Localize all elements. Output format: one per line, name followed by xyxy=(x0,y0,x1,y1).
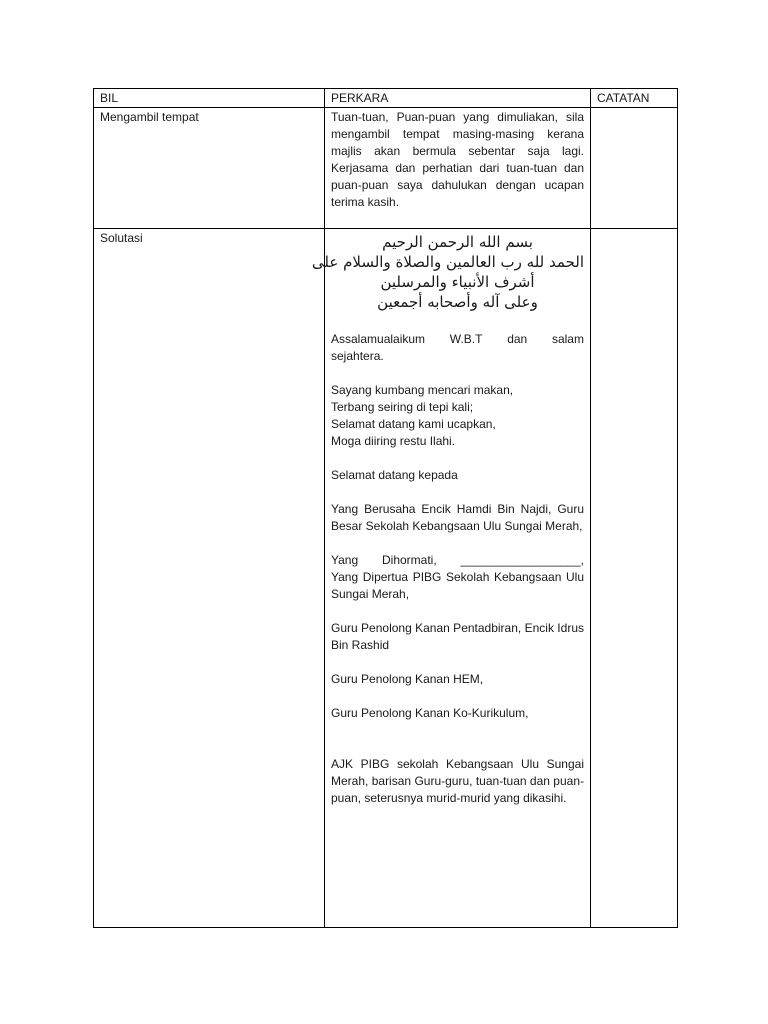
greeting-end: sejahtera. xyxy=(331,349,384,363)
header-catatan: CATATAN xyxy=(591,89,678,108)
arabic-line: أشرف الأنبياء والمرسلين xyxy=(380,273,535,291)
arabic-line: بسم الله الرحمن الرحيم xyxy=(382,233,533,251)
arabic-line: الحمد لله رب العالمين والصلاة والسلام على xyxy=(311,253,584,271)
guest-pibg-line xyxy=(331,552,584,569)
row2-perkara xyxy=(311,229,591,928)
greeting xyxy=(331,331,584,365)
arabic-line: وعلى آله وأصحابه أجمعين xyxy=(377,293,538,311)
row2-bil: Solutasi xyxy=(94,229,325,928)
greeting-word: salam xyxy=(551,332,584,346)
row2-catatan xyxy=(591,229,678,928)
row1-catatan xyxy=(591,108,678,229)
greeting-word: Assalamualaikum xyxy=(331,332,426,346)
arabic-opening xyxy=(311,232,584,312)
guest-headmaster: Yang Berusaha Encik Hamdi Bin Najdi, Guru Besar Sekolah Kebangsaan Ulu Sungai Merah, xyxy=(331,502,584,533)
table-row xyxy=(94,108,678,229)
row1-bil: Mengambil tempat xyxy=(94,108,325,229)
guest-word: Dihormati, xyxy=(381,553,437,567)
agenda-table xyxy=(93,88,678,928)
row1-perkara: Tuan-tuan, Puan-puan yang dimuliakan, sila mengambil tempat masing-masing kerana majlis akan bermula sebentar saja lagi. Kerjasama dan perhatian dari tuan-tuan dan puan-puan saya dahulukan dengan ucapan terima kasih. xyxy=(325,108,591,229)
pantun-line: Moga diiring restu Ilahi. xyxy=(331,434,456,448)
pantun-line: Sayang kumbang mencari makan, xyxy=(331,383,514,397)
greeting-line xyxy=(331,331,584,348)
header-bil: BIL xyxy=(94,89,325,108)
welcome-line: Selamat datang kepada xyxy=(331,468,458,482)
guest-gpk-hem: Guru Penolong Kanan HEM, xyxy=(331,672,484,686)
pantun-line: Terbang seiring di tepi kali; xyxy=(331,400,474,414)
greeting-word: dan xyxy=(507,332,528,346)
guest-word: __________________, xyxy=(460,553,584,567)
header-perkara: PERKARA xyxy=(325,89,591,108)
guest-word: Yang xyxy=(331,553,359,567)
table-row xyxy=(94,229,678,928)
guest-gpk-koku: Guru Penolong Kanan Ko-Kurikulum, xyxy=(331,706,529,720)
pantun-line: Selamat datang kami ucapkan, xyxy=(331,417,496,431)
guest-gpk-admin: Guru Penolong Kanan Pentadbiran, Encik Idrus Bin Rashid xyxy=(331,621,584,652)
guest-pibg-chair xyxy=(331,552,584,603)
guest-pibg-rest: Yang Dipertua PIBG Sekolah Kebangsaan Ulu Sungai Merah, xyxy=(331,570,584,601)
closing-greeting: AJK PIBG sekolah Kebangsaan Ulu Sungai Merah, barisan Guru-guru, tuan-tuan dan puan-puan, seterusnya murid-murid yang dikasihi. xyxy=(331,757,584,805)
greeting-word: W.B.T xyxy=(449,332,483,346)
table-header-row xyxy=(94,89,678,108)
pantun xyxy=(331,382,584,450)
